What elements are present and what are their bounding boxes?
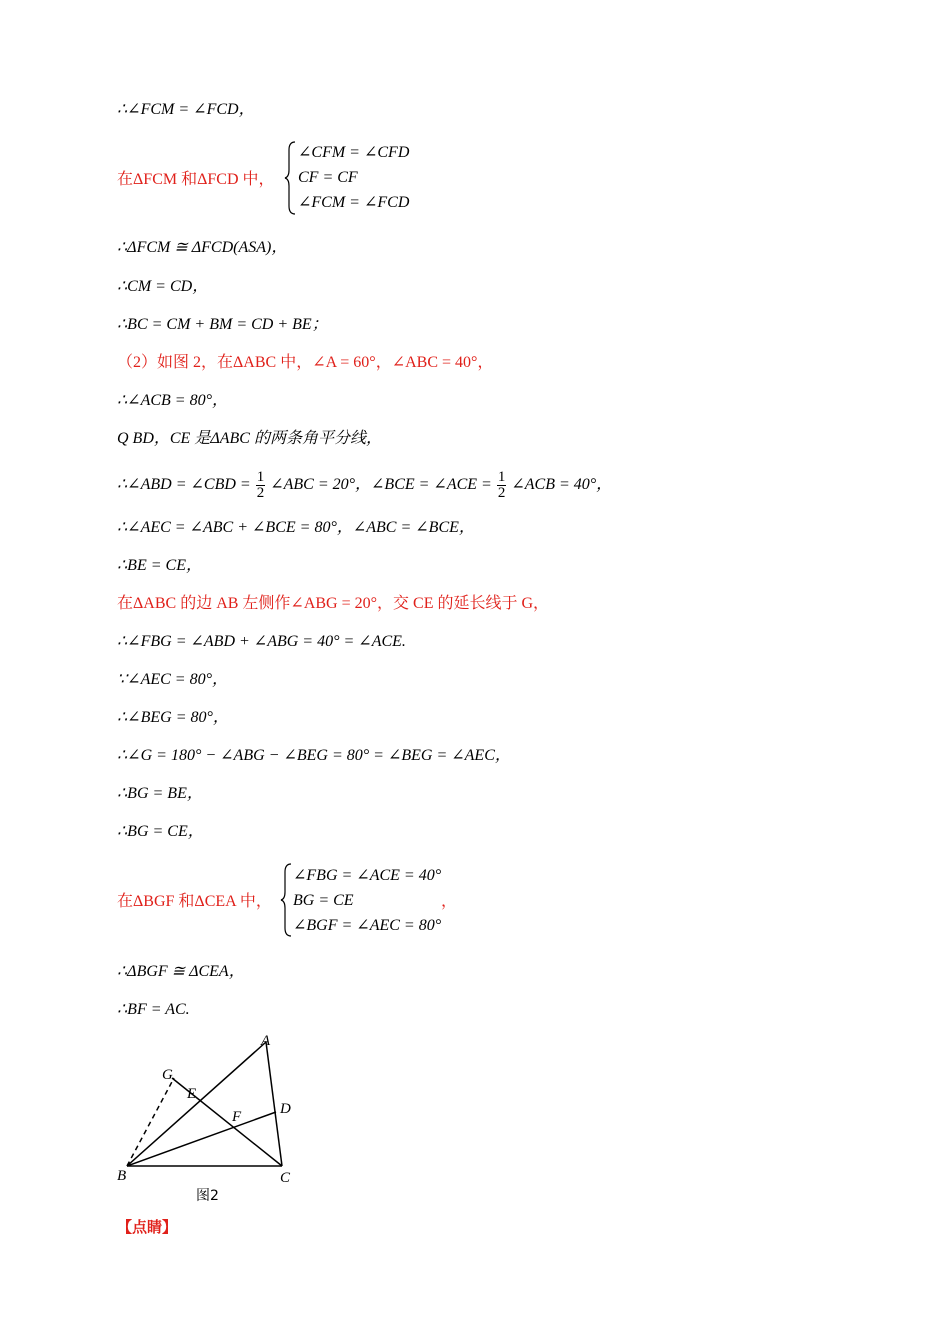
figure-caption: 图2 <box>196 1188 219 1204</box>
dianjing-heading: 【点睛】 <box>117 1218 178 1236</box>
brace-row: BG = CE <box>293 892 354 909</box>
segment-BA <box>127 1042 266 1166</box>
segment-BG-dashed <box>127 1078 174 1166</box>
proof-line-16: ∴∠G = 180° − ∠ABG − ∠BEG = 80° = ∠BEG = ∠AEC， <box>117 747 511 764</box>
point-label-E: E <box>187 1086 197 1102</box>
left-brace-icon <box>283 140 297 216</box>
point-label-A: A <box>261 1033 271 1049</box>
brace-rows-2 <box>293 866 441 941</box>
proof-line-19-lead: 在ΔBGF 和ΔCEA 中， <box>117 893 272 910</box>
brace-system-2 <box>279 862 293 943</box>
fraction-one-half: $\frac{1}{2}$ <box>256 469 265 501</box>
proof-line-17: ∴BG = BE， <box>117 785 203 802</box>
brace-row: ∠FCM = ∠FCD <box>298 194 410 211</box>
proof-line-3: ∴ΔFCM ≅ ΔFCD(ASA)， <box>117 239 288 256</box>
proof-line-18: ∴BG = CE， <box>117 823 204 840</box>
proof-line-12: 在ΔABC 的边 AB 左侧作∠ABG = 20°，交 CE 的延长线于 G， <box>117 595 550 612</box>
brace-system-1 <box>283 140 297 221</box>
proof-line-8: Q BD，CE 是ΔABC 的两条角平分线， <box>117 430 382 447</box>
segment-BD <box>127 1112 276 1166</box>
proof-line-13: ∴∠FBG = ∠ABD + ∠ABG = 40° = ∠ACE. <box>117 633 406 650</box>
point-label-F: F <box>232 1109 242 1125</box>
point-label-G: G <box>162 1067 173 1083</box>
proof-line-15: ∴∠BEG = 80°， <box>117 709 229 726</box>
brace-row: ∠BGF = ∠AEC = 80° <box>293 917 442 934</box>
proof-line-11: ∴BE = CE， <box>117 557 202 574</box>
point-label-C: C <box>280 1170 291 1186</box>
left-brace-icon <box>279 862 293 938</box>
proof-line-1: ∴∠FCM = ∠FCD， <box>117 101 255 118</box>
proof-line-6: （2）如图 2，在ΔABC 中，∠A = 60°，∠ABC = 40°， <box>117 354 494 371</box>
brace-rows-1 <box>298 143 409 218</box>
proof-line-2-lead: 在ΔFCM 和ΔFCD 中， <box>117 171 275 188</box>
point-label-B: B <box>117 1168 127 1184</box>
brace-tail-comma: ， <box>441 893 458 910</box>
point-label-D: D <box>280 1101 291 1117</box>
brace-row: CF = CF <box>298 169 358 186</box>
proof-line-7: ∴∠ACB = 80°， <box>117 392 229 409</box>
proof-line-21: ∴BF = AC. <box>117 1001 190 1018</box>
proof-line-20: ∴ΔBGF ≅ ΔCEA， <box>117 963 245 980</box>
fraction-one-half: $\frac{1}{2}$ <box>497 469 506 501</box>
brace-row: ∠CFM = ∠CFD <box>298 144 410 161</box>
brace-row: ∠FBG = ∠ACE = 40° <box>293 867 442 884</box>
proof-line-14: ∵∠AEC = 80°， <box>117 671 229 688</box>
proof-line-5: ∴BC = CM + BM = CD + BE； <box>117 316 328 333</box>
proof-line-4: ∴CM = CD， <box>117 278 209 295</box>
proof-line-9: ∴∠ABD = ∠CBD = $\frac{1}{2}$ ∠ABC = 20°，∠BCE = ∠ACE = $\frac{1}{2}$ ∠ACB = 40°， <box>117 469 613 501</box>
proof-line-10: ∴∠AEC = ∠ABC + ∠BCE = 80°，∠ABC = ∠BCE， <box>117 519 475 536</box>
